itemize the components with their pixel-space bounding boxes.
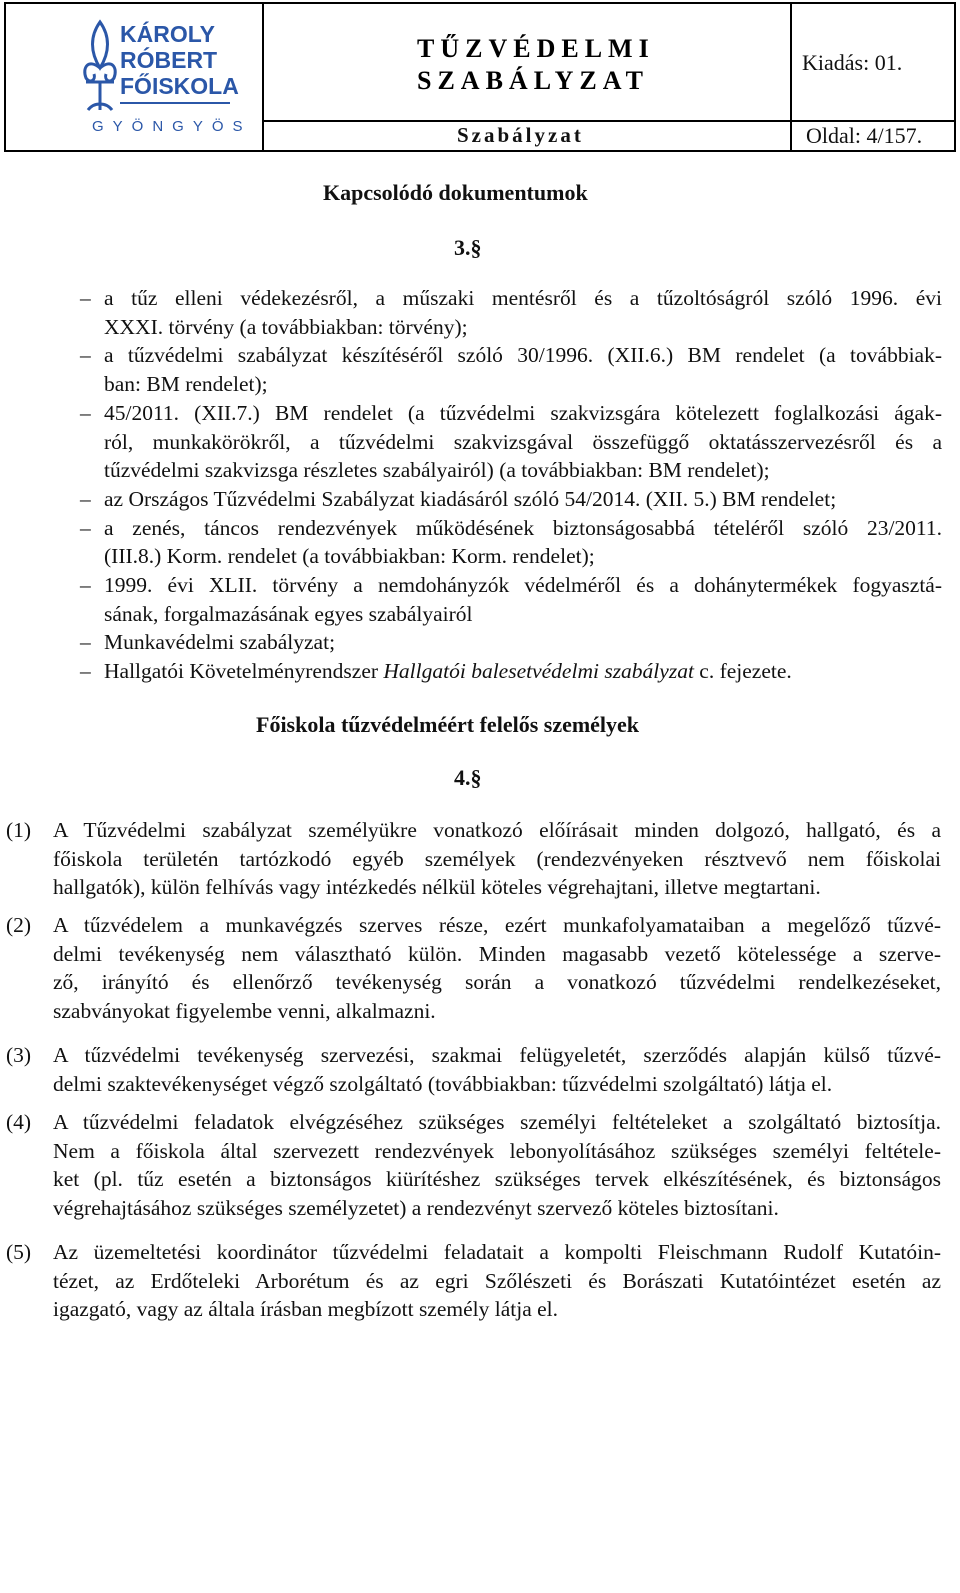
paragraph-line: Nem a főiskola által szervezett rendezvények lebonyolításához szükséges személyi feltétele-: [53, 1138, 941, 1163]
paragraph-number: (2): [6, 913, 32, 937]
logo-divider: [120, 102, 230, 104]
subtitle-cell: [262, 122, 792, 150]
list-item-line: sának, forgalmazásának egyes szabályairól: [104, 601, 473, 626]
paragraph-line: tézet, az Erdőteleki Arborétum és az egri Szőlészeti és Borászati Kutatóintézet esetén az: [53, 1268, 941, 1293]
paragraph-line: Az üzemeltetési koordinátor tűzvédelmi feladatait a kompolti Fleischmann Rudolf Kutatóin-: [53, 1240, 941, 1264]
logo-line-3: FŐISKOLA: [120, 73, 239, 99]
list-dash: –: [80, 286, 91, 310]
list-item-line: a tűzvédelmi szabályzat készítéséről szóló 30/1996. (XII.6.) BM rendelet (a továbbiak-: [104, 343, 942, 368]
paragraph-line: A tűzvédelmi tevékenység szervezési, szakmai felügyeletét, szerződés alapján külső tűzvé-: [53, 1043, 941, 1067]
list-item-line: [104, 659, 792, 684]
issue-cell: [792, 4, 954, 122]
document-title-line-1: TŰZVÉDELMI: [417, 34, 655, 63]
paragraph-line: szabványokat figyelembe venni, alkalmazni.: [53, 998, 436, 1023]
list-item-line: az Országos Tűzvédelmi Szabályzat kiadásáról szóló 54/2014. (XII. 5.) BM rendelet;: [104, 486, 837, 511]
list-item-line: ban: BM rendelet);: [104, 372, 268, 397]
paragraph-number: (1): [6, 818, 32, 842]
list-item-line: Munkavédelmi szabályzat;: [104, 630, 336, 655]
list-item-line: tűzvédelmi szakvizsga részletes szabályairól) (a továbbiakban: BM rendelet);: [104, 458, 770, 483]
list-item-line: a zenés, táncos rendezvények működésének biztonságosabbá tételéről szóló 23/2011.: [104, 515, 942, 540]
list-item-line: a tűz elleni védekezésről, a műszaki mentésről és a tűzoltóságról szóló 1996. évi: [104, 286, 942, 310]
list-item-text: c. fejezete.: [693, 659, 792, 684]
title-cell: [262, 4, 792, 122]
paragraph-line: igazgató, vagy az általa írásban megbízott személy látja el.: [53, 1297, 559, 1322]
list-dash: –: [80, 486, 91, 511]
document-title-line-2: SZABÁLYZAT: [417, 66, 649, 95]
paragraph-line: főiskola területén tartózkodó egyéb személyek (rendezvényeken résztvevő nem főiskolai: [53, 846, 941, 871]
page-cell: [792, 122, 954, 150]
list-dash: –: [80, 573, 91, 597]
list-item-text: Hallgatói Követelményrendszer: [104, 659, 384, 684]
logo-line-2: RÓBERT: [120, 47, 218, 73]
list-dash: –: [80, 659, 91, 684]
logo-cell: [6, 4, 264, 150]
logo-city: GYÖNGYÖS: [92, 118, 252, 135]
paragraph-number-4: 4.§: [454, 765, 482, 790]
paragraph-number: (5): [6, 1240, 32, 1264]
logo-line-1: KÁROLY: [120, 21, 215, 47]
paragraph-line: hallgatók), külön felhívás vagy intézkedés nélkül köteles végrehajtani, illetve megtartani.: [53, 875, 821, 900]
section-title-related-documents: Kapcsolódó dokumentumok: [323, 180, 588, 205]
paragraph-line: delmi szaktevékenységet végző szolgáltató (továbbiakban: tűzvédelmi szolgáltató) látja el.: [53, 1071, 833, 1096]
list-dash: –: [80, 400, 91, 425]
list-item-line: 1999. évi XLII. törvény a nemdohányzók védelméről és a dohánytermékek fogyasztá-: [104, 573, 942, 597]
list-item-line: (III.8.) Korm. rendelet (a továbbiakban: Korm. rendelet);: [104, 544, 595, 569]
paragraph-line: A tűzvédelem a munkavégzés szerves része, ezért munkafolyamataiban a megelőző tűzvé-: [53, 913, 941, 937]
regulation-title-italic: Hallgatói balesetvédelmi szabályzat: [383, 659, 694, 684]
issue-number: Kiadás: 01.: [802, 50, 903, 75]
paragraph-line: A Tűzvédelmi szabályzat személyükre vonatkozó előírásait minden dolgozó, hallgató, és a: [53, 818, 941, 842]
fleur-de-lis-logo-icon: [80, 18, 120, 116]
list-dash: –: [80, 630, 91, 655]
document-subtitle: Szabályzat: [457, 123, 584, 147]
list-item-line: XXXI. törvény (a továbbiakban: törvény);: [104, 314, 468, 339]
paragraph-line: ző, irányító és ellenőrző tevékenység során a vonatkozó tűzvédelmi rendelkezéseket,: [53, 970, 941, 995]
document-header: [4, 2, 956, 152]
paragraph-line: A tűzvédelmi feladatok elvégzéséhez szükséges személyi feltételeket a szolgáltató biztosítja.: [53, 1110, 941, 1134]
list-dash: –: [80, 343, 91, 368]
paragraph-number: (3): [6, 1043, 32, 1067]
paragraph-number: (4): [6, 1110, 32, 1134]
section-title-responsible-persons: Főiskola tűzvédelméért felelős személyek: [256, 712, 640, 737]
paragraph-number-3: 3.§: [454, 235, 482, 260]
paragraph-line: ket (pl. tűz esetén a biztonságos kiürítéshez szükséges tervek elkészítésének, és biztonságos: [53, 1167, 941, 1192]
paragraph-line: végrehajtásához szükséges személyzetet) a rendezvényt szervező köteles biztosítani.: [53, 1195, 779, 1220]
paragraph-line: delmi tevékenység nem választható külön. Minden magasabb vezető kötelessége a szerve-: [53, 941, 941, 966]
page-number: Oldal: 4/157.: [806, 123, 923, 148]
list-item-line: ról, munkakörökről, a tűzvédelmi szakvizsgával összefüggő oktatásszervezésről és a: [104, 429, 942, 454]
list-dash: –: [80, 515, 91, 540]
list-item-line: 45/2011. (XII.7.) BM rendelet (a tűzvédelmi szakvizsgára kötelezett foglalkozási ágak-: [104, 400, 942, 425]
